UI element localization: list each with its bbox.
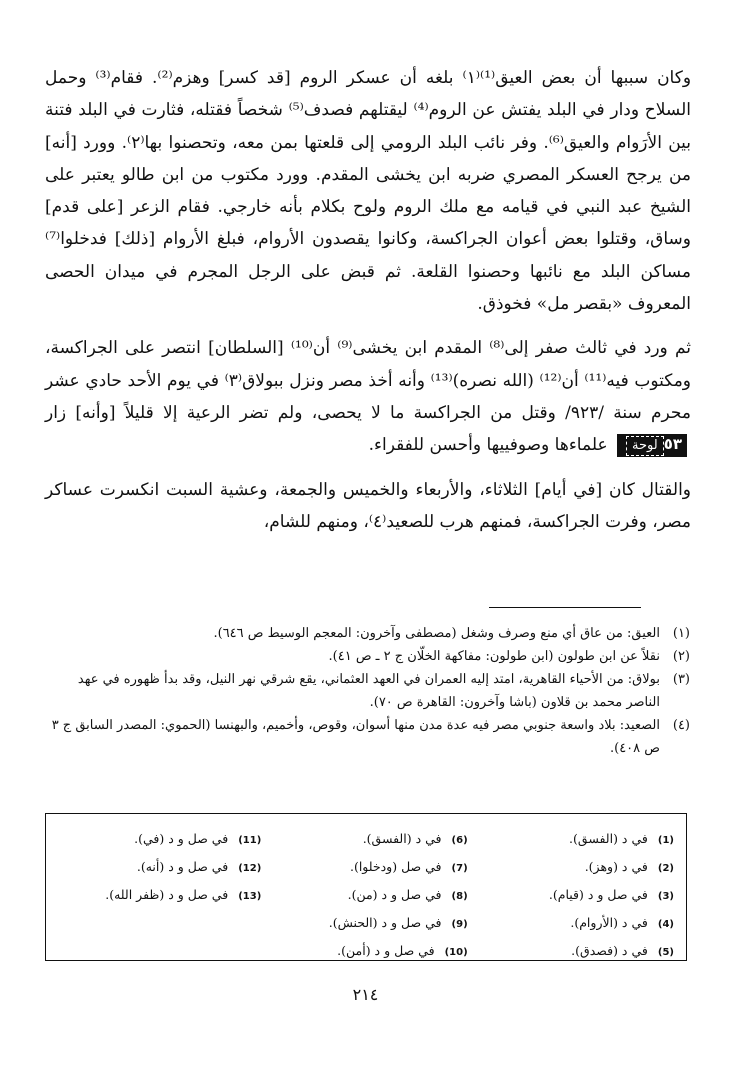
variant-note xyxy=(264,854,467,882)
variant-note xyxy=(58,826,261,854)
variants-column xyxy=(471,826,674,966)
panel-marker xyxy=(617,434,687,457)
variant-number: (6) xyxy=(451,835,468,846)
variant-number: (13) xyxy=(238,891,262,902)
footnotes xyxy=(50,622,690,760)
variant-text: في صل و د (أنه). xyxy=(136,859,229,874)
variant-text: في د (وهز). xyxy=(584,859,648,874)
variant-note xyxy=(264,826,467,854)
variant-number: (5) xyxy=(657,947,674,958)
variant-text: في د (فصدق). xyxy=(571,943,648,958)
footnote xyxy=(50,622,690,645)
variant-number: (12) xyxy=(238,863,262,874)
page-number: ٢١٤ xyxy=(352,985,379,1004)
footnote-number: (٣) xyxy=(672,672,690,687)
variant-text: في د (الأروام). xyxy=(570,915,648,930)
footnote xyxy=(50,645,690,668)
variant-text: في د (الفسق). xyxy=(362,831,442,846)
variant-number: (1) xyxy=(657,835,674,846)
variant-number: (4) xyxy=(657,919,674,930)
footnote-text: بولاق: من الأحياء القاهرية، امتد إليه العمران في العهد العثماني، يقع شرقي نهر النيل، وقد بدأ ظهوره في عهد الناصر محمد بن قلاون (باشا وآخرون: القاهرة ص ٧٠). xyxy=(77,672,660,710)
footnote-number: (٤) xyxy=(672,718,690,733)
variant-text: في صل و د (قيام). xyxy=(548,887,648,902)
main-text xyxy=(45,62,691,550)
footnote-number: (١) xyxy=(672,626,690,641)
variant-text: في صل و د (من). xyxy=(347,887,442,902)
paragraph xyxy=(45,332,691,461)
variant-note xyxy=(58,882,261,910)
paragraph xyxy=(45,62,691,320)
footnote-text: نقلاً عن ابن طولون (ابن طولون: مفاكهة الخلّان ج ٢ ـ ص ٤١). xyxy=(328,649,660,664)
variants-column xyxy=(264,826,467,966)
footnote-number: (٢) xyxy=(672,649,690,664)
variant-text: في صل و د (في). xyxy=(134,831,229,846)
panel-label: لوحة xyxy=(626,436,664,456)
footnote xyxy=(50,668,690,714)
variant-note xyxy=(264,938,467,966)
variant-text: في صل و د (أمن). xyxy=(337,943,435,958)
variant-note xyxy=(471,938,674,966)
variant-text: في صل و د (الحنش). xyxy=(328,915,442,930)
variant-number: (9) xyxy=(451,919,468,930)
variant-number: (2) xyxy=(657,863,674,874)
footnote-text: العيق: من عاق أي منع وصرف وشغل (مصطفى وآخرون: المعجم الوسيط ص ٦٤٦). xyxy=(213,626,660,641)
variant-note xyxy=(264,882,467,910)
variant-number: (7) xyxy=(451,863,468,874)
variant-text: في د (الفسق). xyxy=(569,831,648,846)
panel-number: ٥٣ xyxy=(663,435,682,454)
variants-column xyxy=(58,826,261,966)
variant-note xyxy=(471,826,674,854)
paragraph-text: والقتال كان [في أيام] الثلاثاء، والأربعاء والخميس والجمعة، وعشية السبت انكسرت عساكر مصر، وفرت الجراكسة، فمنهم هرب للصعيد⁽٤⁾، ومنهم للشام، xyxy=(45,479,691,532)
variant-number: (8) xyxy=(451,891,468,902)
variant-note xyxy=(471,854,674,882)
variant-note xyxy=(471,882,674,910)
variant-number: (11) xyxy=(238,835,262,846)
footnote-text: الصعيد: بلاد واسعة جنوبي مصر فيه عدة مدن منها أسوان، وقوص، وأخميم، والبهنسا (الحموي: المصدر السابق ج ٣ ص ٤٠٨). xyxy=(51,718,660,756)
variant-text: في صل و د (ظفر الله). xyxy=(105,887,229,902)
variant-note xyxy=(264,910,467,938)
paragraph-text: علماءها وصوفييها وأحسن للفقراء. xyxy=(368,435,608,456)
variant-note xyxy=(471,910,674,938)
paragraph-text: ثم ورد في ثالث صفر إلى⁽⁸⁾ المقدم ابن يخشى⁽⁹⁾ أن⁽¹⁰⁾ [السلطان] انتصر على الجراكسة، ومكتوب فيه⁽¹¹⁾ أن⁽¹²⁾ (الله نصره)⁽¹³⁾ وأنه أخذ مصر ونزل ببولاق⁽٣⁾ في يوم الأحد حادي عشر محرم سنة /٩٢٣/ وقتل من الجراكسة ما لا يحصى، ولم تضر الرعية إلا قليلاً [وأنه] زار xyxy=(45,338,692,423)
footnote-separator xyxy=(489,607,641,608)
manuscript-variants-box xyxy=(45,813,687,961)
variant-number: (3) xyxy=(657,891,674,902)
paragraph-text: وكان سببها أن بعض العيق⁽¹⁾⁽١⁾ بلغه أن عسكر الروم [قد كسر] وهزم⁽²⁾. فقام⁽³⁾ وحمل السلاح ودار في البلد يفتش عن الروم⁽⁴⁾ ليقتلهم فصدف⁽⁵⁾ شخصاً فقتله، فثارت في البلد فتنة بين الأرَوام والعيق⁽⁶⁾. وفر نائب البلد الرومي إلى قلعتها بمن معه، وتحصنوا بها⁽٢⁾. وورد [أنه] من يرجح العسكر المصري ضربه ابن يخشى المقدم. وورد مكتوب من ابن طالو يعتبر على الشيخ عبد النبي في قيامه مع ملك الروم ولوح بكلام بأنه خارجي. فقام الزعر [على قدم] وساق، وقتلوا بعض أعوان الجراكسة، وكانوا يقصدون الأروام، فبلغ الأروام [ذلك] فدخلوا⁽⁷⁾ مساكن البلد مع نائبها وحصنوا القلعة. ثم قبض على الرجل المجرم في ميدان الحصى المعروف «بقصر مل» فخوذق. xyxy=(45,68,692,315)
variant-text: في صل (ودخلوا). xyxy=(349,859,442,874)
paragraph xyxy=(45,474,691,539)
variant-note xyxy=(58,854,261,882)
footnote xyxy=(50,714,690,760)
variant-number: (10) xyxy=(444,947,468,958)
